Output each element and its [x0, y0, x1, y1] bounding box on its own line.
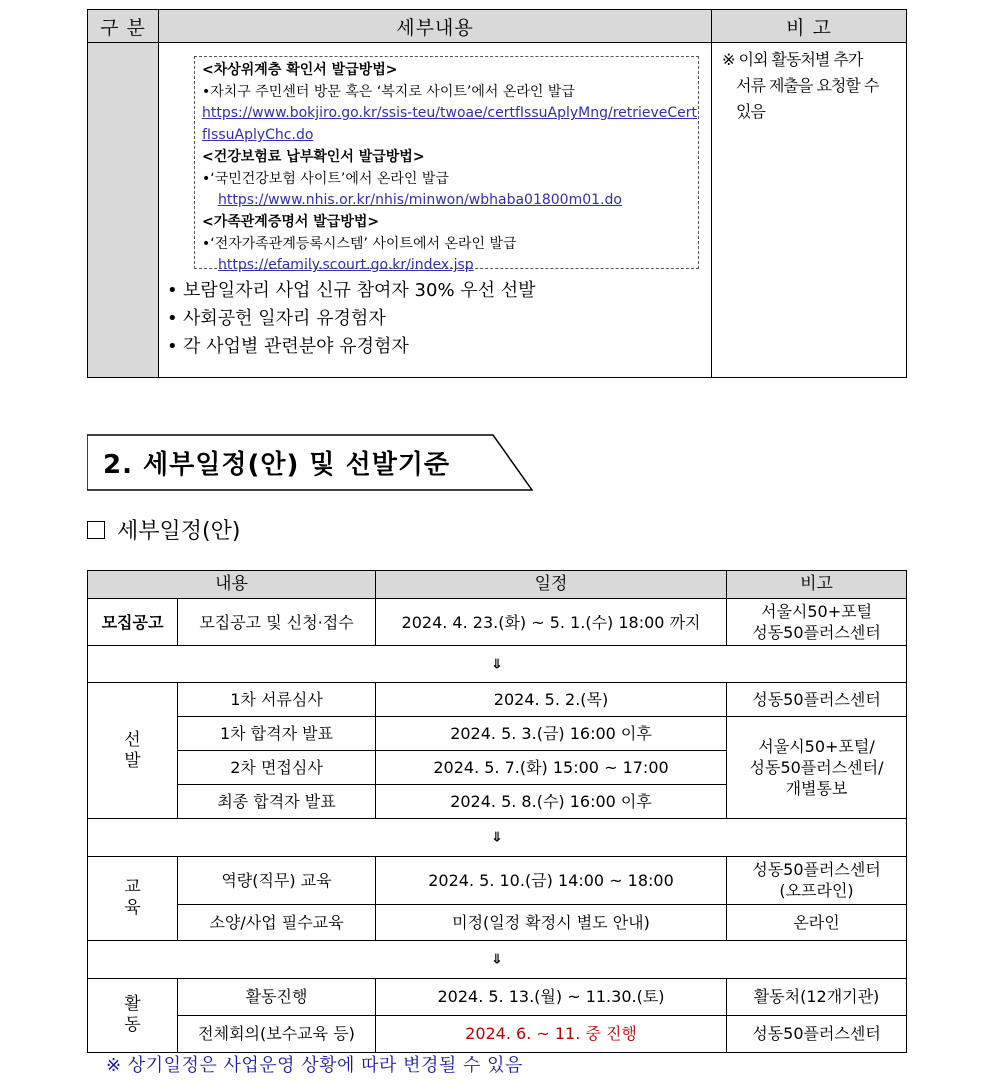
remark-line-3: 있음 [736, 102, 765, 121]
selection-bullets [167, 277, 536, 361]
arrow-row [88, 646, 907, 683]
remark-line-1: ※ 이외 활동처별 추가 [722, 50, 863, 69]
efamily-link[interactable]: https://efamily.scourt.go.kr/index.jsp [218, 257, 474, 274]
date-cell: 2024. 5. 7.(화) 15:00 ~ 17:00 [376, 751, 727, 785]
schedule-table [87, 570, 907, 1053]
date-cell: 2024. 5. 2.(목) [376, 683, 727, 717]
remark-cell: 서울시50+포털/ 성동50플러스센터/ 개별통보 [727, 717, 907, 819]
section-heading [87, 434, 533, 491]
list-item: • 보람일자리 사업 신규 참여자 30% 우선 선발 [167, 277, 536, 305]
date-cell: 2024. 5. 8.(수) 16:00 이후 [376, 785, 727, 819]
remark-cell: 서울시50+포털 성동50플러스센터 [727, 599, 907, 646]
category-selection: 선발 [88, 683, 178, 819]
arrow-row [88, 940, 907, 978]
table-row [88, 717, 907, 751]
remark-line-2: 서류 제출을 요청할 수 [736, 76, 879, 95]
box-line-1: •자치구 주민센터 방문 혹은 ‘복지로 사이트’에서 온라인 발급 [202, 83, 575, 100]
remark-cell: 성동50플러스센터 [727, 1015, 907, 1052]
table-body-row [88, 43, 907, 378]
down-arrow-icon: ⇓ [490, 828, 504, 846]
remark-cell: 온라인 [727, 904, 907, 940]
header-details: 세부내용 [159, 10, 712, 43]
table-row [88, 599, 907, 646]
table-row [88, 856, 907, 904]
table-header-row [88, 10, 907, 43]
bullet-icon: • [167, 308, 178, 329]
date-cell: 2024. 5. 13.(월) ~ 11.30.(토) [376, 978, 727, 1015]
eligibility-table [87, 9, 907, 378]
header-gubun: 구 분 [88, 10, 159, 43]
down-arrow-icon: ⇓ [490, 950, 504, 967]
item-cell: 활동진행 [178, 978, 376, 1015]
category-education: 교육 [88, 856, 178, 940]
down-arrow-icon: ⇓ [490, 655, 504, 672]
bullet-icon: • [167, 280, 178, 301]
box-heading-3: <가족관계증명서 발급방법> [202, 213, 380, 230]
nhis-link[interactable]: https://www.nhis.or.kr/nhis/minwon/wbhaba01800m01.do [218, 192, 622, 209]
item-cell: 역량(직무) 교육 [178, 856, 376, 904]
box-line-2: •‘국민건강보험 사이트’에서 온라인 발급 [202, 170, 449, 187]
remarks-cell [712, 43, 907, 378]
footer-note: ※ 상기일정은 사업운영 상황에 따라 변경될 수 있음 [106, 1055, 523, 1076]
date-cell: 2024. 4. 23.(화) ~ 5. 1.(수) 18:00 까지 [376, 599, 727, 646]
list-item: • 각 사업별 관련분야 유경험자 [167, 333, 536, 361]
header-remarks: 비고 [727, 571, 907, 599]
checkbox-icon [87, 521, 105, 539]
date-cell: 2024. 5. 10.(금) 14:00 ~ 18:00 [376, 856, 727, 904]
category-cell [88, 43, 159, 378]
details-cell [159, 43, 712, 378]
remark-cell: 성동50플러스센터 [727, 683, 907, 717]
arrow-row [88, 819, 907, 856]
section-title: 2. 세부일정(안) 및 선발기준 [103, 450, 451, 480]
item-cell: 모집공고 및 신청·접수 [178, 599, 376, 646]
bokjiro-link[interactable]: https://www.bokjiro.go.kr/ssis-teu/twoae/certfIssuAplyMng/retrieveCertfIssuAplyChc.do [202, 105, 698, 144]
header-remarks: 비 고 [712, 10, 907, 43]
subsection-heading [87, 514, 240, 545]
box-heading-2: <건강보험료 납부확인서 발급방법> [202, 148, 425, 165]
item-cell: 최종 합격자 발표 [178, 785, 376, 819]
table-row [88, 683, 907, 717]
item-cell: 전체회의(보수교육 등) [178, 1015, 376, 1052]
item-cell: 1차 서류심사 [178, 683, 376, 717]
header-content: 내용 [88, 571, 376, 599]
subsection-title: 세부일정(안) [117, 519, 241, 544]
list-item: • 사회공헌 일자리 유경험자 [167, 305, 536, 333]
item-cell: 소양/사업 필수교육 [178, 904, 376, 940]
bullet-icon: • [167, 336, 178, 357]
remark-cell: 활동처(12개기관) [727, 978, 907, 1015]
box-line-3: •‘전자가족관계등록시스템’ 사이트에서 온라인 발급 [202, 235, 517, 252]
table-header-row [88, 571, 907, 599]
date-cell: 2024. 6. ~ 11. 중 진행 [376, 1015, 727, 1052]
date-cell: 2024. 5. 3.(금) 16:00 이후 [376, 717, 727, 751]
category-recruit: 모집공고 [88, 599, 178, 646]
item-cell: 1차 합격자 발표 [178, 717, 376, 751]
category-activity: 활동 [88, 978, 178, 1052]
table-row [88, 978, 907, 1015]
item-cell: 2차 면접심사 [178, 751, 376, 785]
document-issuance-box [194, 56, 699, 274]
table-row [88, 1015, 907, 1052]
remark-cell: 성동50플러스센터 (오프라인) [727, 856, 907, 904]
date-cell: 미정(일정 확정시 별도 안내) [376, 904, 727, 940]
box-heading-1: <차상위계층 확인서 발급방법> [202, 62, 398, 78]
header-schedule: 일정 [376, 571, 727, 599]
table-row [88, 904, 907, 940]
